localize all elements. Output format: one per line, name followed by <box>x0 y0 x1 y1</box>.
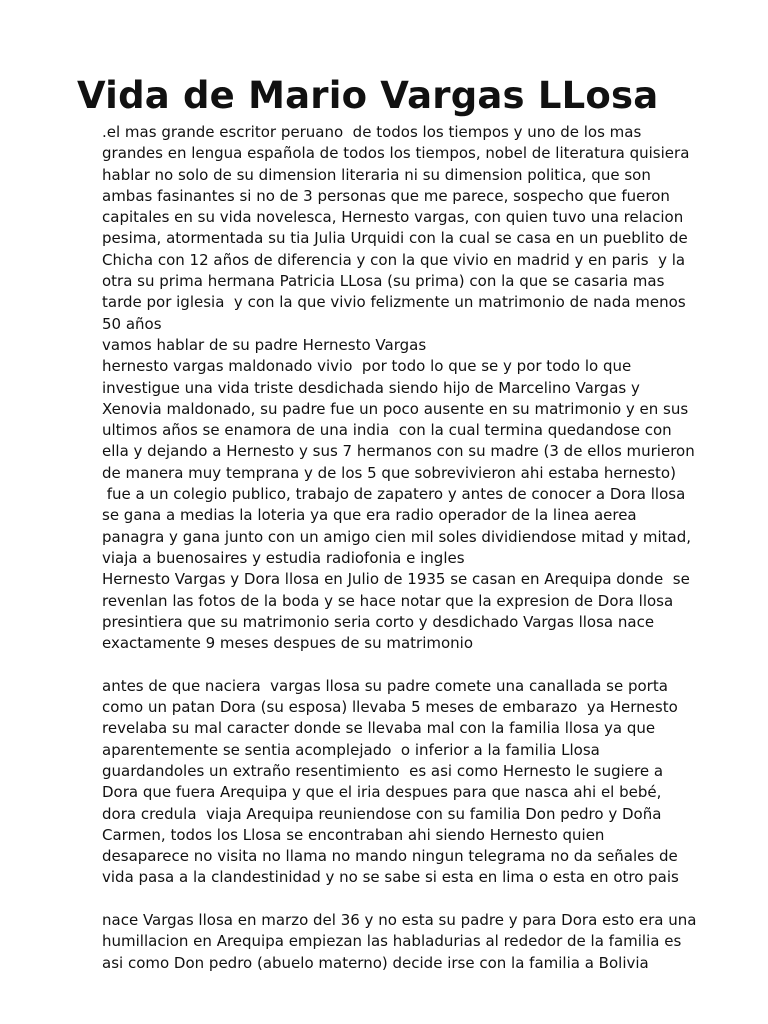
paragraph-heading-father <box>102 335 722 356</box>
text-line: como un patan Dora (su esposa) llevaba 5 meses de embarazo ya Hernesto <box>102 698 678 717</box>
text-line: capitales en su vida novelesca, Hernesto vargas, con quien tuvo una relacion <box>102 208 684 227</box>
text-line: Hernesto Vargas y Dora llosa en Julio de 1935 se casan en Arequipa donde se <box>102 570 690 589</box>
text-line: asi como Don pedro (abuelo materno) decide irse con la familia a Bolivia <box>102 953 649 972</box>
text-line: fue a un colegio publico, trabajo de zapatero y antes de conocer a Dora llosa <box>102 485 686 504</box>
text-line: investigue una vida triste desdichada siendo hijo de Marcelino Vargas y <box>102 378 640 397</box>
text-line: nace Vargas llosa en marzo del 36 y no esta su padre y para Dora esto era una <box>102 910 697 929</box>
text-line: Chicha con 12 años de diferencia y con la que vivio en madrid y en paris y la <box>102 250 686 269</box>
text-line: revelaba su mal caracter donde se llevaba mal con la familia llosa ya que <box>102 719 656 738</box>
text-line: otra su prima hermana Patricia LLosa (su prima) con la que se casaria mas <box>102 272 665 291</box>
text-line: presintiera que su matrimonio seria corto y desdichado Vargas llosa nace <box>102 612 655 631</box>
text-line: Carmen, todos los Llosa se encontraban ahi siendo Hernesto quien <box>102 825 605 844</box>
text-line: exactamente 9 meses despues de su matrimonio <box>102 634 474 653</box>
document-body <box>102 122 722 974</box>
text-line: grandes en lengua española de todos los tiempos, nobel de literatura quisiera <box>102 144 690 163</box>
text-line: pesima, atormentada su tia Julia Urquidi con la cual se casa en un pueblito de <box>102 229 688 248</box>
text-line: hernesto vargas maldonado vivio por todo lo que se y por todo lo que <box>102 357 632 376</box>
text-line: desaparece no visita no llama no mando ningun telegrama no da señales de <box>102 847 678 866</box>
text-line: se gana a medias la loteria ya que era radio operador de la linea aerea <box>102 506 637 525</box>
text-line: .el mas grande escritor peruano de todos los tiempos y uno de los mas <box>102 123 642 141</box>
text-line: ella y dejando a Hernesto y sus 7 hermanos con su madre (3 de ellos murieron <box>102 442 695 461</box>
text-line: aparentemente se sentia acomplejado o inferior a la familia Llosa <box>102 740 600 759</box>
text-line: Xenovia maldonado, su padre fue un poco ausente en su matrimonio y en sus <box>102 399 689 418</box>
text-line: panagra y gana junto con un amigo cien mil soles dividiendose mitad y mitad, <box>102 527 692 546</box>
text-line: dora credula viaja Arequipa reuniendose con su familia Don pedro y Doña <box>102 804 662 823</box>
text-line: ambas fasinantes si no de 3 personas que me parece, sospecho que fueron <box>102 186 670 205</box>
paragraph-marriage <box>102 569 722 654</box>
text-line: revenlan las fotos de la boda y se hace notar que la expresion de Dora llosa <box>102 591 674 610</box>
paragraph-birth <box>102 910 722 974</box>
text-line: tarde por iglesia y con la que vivio felizmente un matrimonio de nada menos <box>102 293 686 312</box>
text-line: viaja a buenosaires y estudia radiofonia e ingles <box>102 548 465 567</box>
text-line: antes de que naciera vargas llosa su padre comete una canallada se porta <box>102 676 668 695</box>
text-line: ultimos años se enamora de una india con la cual termina quedandose con <box>102 421 672 440</box>
document-title: Vida de Mario Vargas LLosa <box>77 74 659 117</box>
text-line: hablar no solo de su dimension literaria ni su dimension politica, que son <box>102 165 651 184</box>
text-line: humillacion en Arequipa empiezan las habladurias al rededor de la familia es <box>102 932 682 951</box>
paragraph-father-life <box>102 356 722 569</box>
text-line: vamos hablar de su padre Hernesto Vargas <box>102 335 427 354</box>
paragraph-intro <box>102 122 722 335</box>
paragraph-before-birth <box>102 676 722 889</box>
text-line: de manera muy temprana y de los 5 que sobrevivieron ahi estaba hernesto) <box>102 463 676 482</box>
paragraph-gap <box>102 889 722 910</box>
paragraph-gap <box>102 654 722 675</box>
text-line: guardandoles un extraño resentimiento es asi como Hernesto le sugiere a <box>102 761 664 780</box>
text-line: 50 años <box>102 314 162 333</box>
text-line: vida pasa a la clandestinidad y no se sabe si esta en lima o esta en otro pais <box>102 868 679 887</box>
text-line: Dora que fuera Arequipa y que el iria despues para que nasca ahi el bebé, <box>102 783 662 802</box>
